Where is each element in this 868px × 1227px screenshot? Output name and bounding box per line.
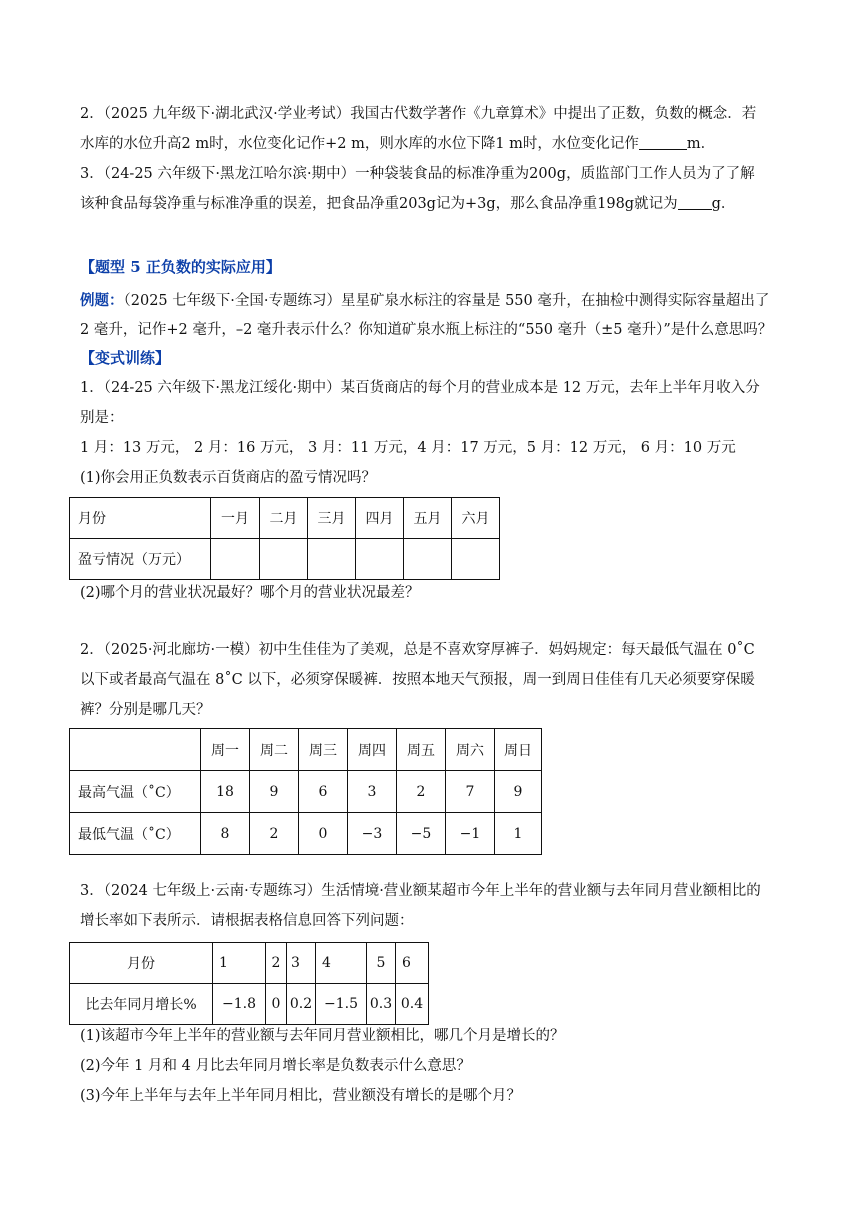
q2-line1 [80,104,756,124]
answer-cell[interactable] [211,539,260,580]
q3-answer-blank [678,195,712,210]
answer-cell[interactable] [404,539,452,580]
example-label: 例题： [80,292,124,309]
q2-number: 2． [80,106,104,122]
q2-text: （2025 九年级下·湖北武汉·学业考试）我国古代数学著作《九章算术》中提出了正数，负数的概念．若 [103,106,757,122]
table-row: 月份 一月 二月 三月 四月 五月 六月 [70,498,500,539]
p1-line2: 别是： [80,410,124,426]
p1-line1: 1．（24-25 六年级下·黑龙江绥化·期中）某百货商店的每个月的营业成本是 12 万元，去年上半年月收入分 [80,380,760,396]
q3-line2: 该种食品每袋净重与标准净重的误差，把食品净重203g记为+3g，那么食品净重198g就记为 g． [80,196,736,212]
section-heading: 【题型 5 正负数的实际应用】 [80,258,281,276]
p1-sub2: (2)哪个月的营业状况最好？哪个月的营业状况最差？ [80,585,420,601]
p3-growth-table [69,942,429,1025]
table-row: 周一 周二 周三 周四 周五 周六 周日 [70,729,542,771]
p3-line1: 3．（2024 七年级上·云南·专题练习）生活情境·营业额某超市今年上半年的营业额与去年同月营业额相比的 [80,883,761,899]
p3-sub2: (2)今年 1 月和 4 月比去年同月增长率是负数表示什么意思？ [80,1058,471,1074]
table-row: 最低气温（˚C） 8 2 0 −3 −5 −1 1 [70,813,542,855]
q3-text: （24-25 六年级下·黑龙江哈尔滨·期中）一种袋装食品的标准净重为200g，质监部门工作人员为了了解 [103,166,755,182]
q2-line2: 水库的水位升高2 m时，水位变化记作+2 m，则水库的水位下降1 m时，水位变化记作 m． [80,136,716,152]
p2-line3: 裤？分别是哪几天？ [80,702,211,718]
p3-line2: 增长率如下表所示．请根据表格信息回答下列问题： [80,913,414,929]
answer-cell[interactable] [308,539,356,580]
p2-temperature-table [69,728,542,855]
table-row: 月份 1 2 3 4 5 6 [70,943,429,984]
p2-line1: 2．（2025·河北廊坊·一模）初中生佳佳为了美观，总是不喜欢穿厚裤子．妈妈规定：每天最低气温在 0˚C [80,642,755,658]
table-row: 最高气温（˚C） 18 9 6 3 2 7 9 [70,771,542,813]
p3-sub3: (3)今年上半年与去年上半年同月相比，营业额没有增长的是哪个月？ [80,1088,522,1104]
p3-sub1: (1)该超市今年上半年的营业额与去年同月营业额相比，哪几个月是增长的？ [80,1028,565,1044]
table-row: 盈亏情况（万元） [70,539,500,580]
table-row: 比去年同月增长% −1.8 0 0.2 −1.5 0.3 0.4 [70,984,429,1025]
answer-cell[interactable] [260,539,308,580]
p2-line2: 以下或者最高气温在 8˚C 以下，必须穿保暖裤．按照本地天气预报，周一到周日佳佳有几天必须要穿保暖 [80,672,755,688]
p1-sub1: (1)你会用正负数表示百货商店的盈亏情况吗？ [80,470,377,486]
p1-profit-table [69,497,500,580]
q3-line1 [80,164,755,184]
q2-answer-blank [639,135,687,150]
example-line2: 2 毫升，记作+2 毫升，–2 毫升表示什么？你知道矿泉水瓶上标注的“550 毫升（±5 毫升）”是什么意思吗？ [80,322,773,338]
p1-line3: 1 月：13 万元， 2 月：16 万元， 3 月：11 万元，4 月：17 万元，5 月：12 万元， 6 月：10 万元 [80,440,736,456]
q3-number: 3． [80,166,104,182]
practice-heading: 【变式训练】 [80,349,171,367]
example-line1: 例题：（2025 七年级下·全国·专题练习）星星矿泉水标注的容量是 550 毫升，在抽检中测得实际容量超出了 [80,292,770,309]
answer-cell[interactable] [452,539,500,580]
answer-cell[interactable] [356,539,404,580]
